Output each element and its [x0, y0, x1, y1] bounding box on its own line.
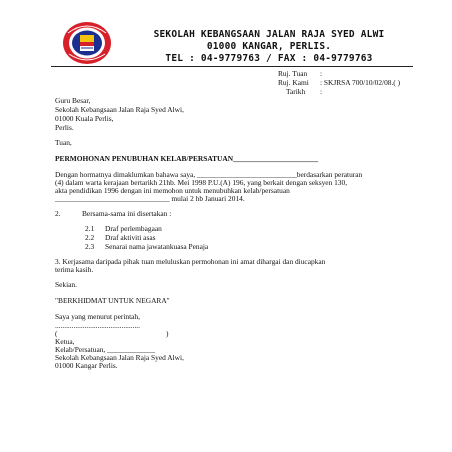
recipient-line-4: Perlis.: [55, 123, 74, 132]
school-address: 01000 KANGAR, PERLIS.: [206, 41, 332, 52]
para1-line-2: (4) dalam warta kerajaan bertarikh 21hb. Mei 1998 P.U.(A) 196, yang berkait dengan seksyen 130,: [55, 178, 348, 187]
para1-line-3: akta pendidikan 1996 dengan ini memohon untuk menubuhkan kelab/persatuan: [55, 186, 290, 195]
para2-number: 2.: [55, 209, 61, 218]
ruj-kami-value: : SKJRSA 700/10/02/08.( ): [320, 78, 401, 87]
signoff-line-4: Sekolah Kebangsaan Jalan Raja Syed Alwi,: [55, 353, 184, 362]
para1-line-1: Dengan hormatnya dimaklumkan bahawa saya, ___________________________berdasarkan peraturan: [55, 170, 363, 179]
tarikh-value: :: [320, 87, 323, 96]
name-paren-close: ): [166, 329, 169, 338]
list-item-label: Senarai nama jawatankuasa Penaja: [105, 242, 209, 251]
list-item-label: Draf aktiviti asas: [105, 233, 156, 242]
signoff-line-5: 01000 Kangar Perlis.: [55, 361, 118, 370]
signature-dots: ..............................................: [55, 321, 140, 330]
motto: "BERKHIDMAT UNTUK NEGARA": [55, 296, 170, 305]
signoff-line-3: Kelab/Persatuan, _____________: [55, 345, 156, 354]
closing: Sekian.: [55, 280, 77, 289]
ruj-tuan-value: :: [320, 69, 323, 78]
salutation: Tuan,: [55, 138, 72, 147]
ruj-tuan-label: Ruj. Tuan: [278, 69, 308, 78]
recipient-line-3: 01000 Kuala Perlis,: [55, 114, 114, 123]
ruj-kami-label: Ruj. Kami: [278, 78, 309, 87]
header-divider: [51, 66, 413, 67]
list-item-number: 2.2: [85, 233, 95, 242]
school-logo: [62, 21, 112, 65]
para2-text: Bersama-sama ini disertakan :: [82, 209, 172, 218]
signoff-line-1: Saya yang menurut perintah,: [55, 312, 140, 321]
list-item-label: Draf perlembagaan: [105, 224, 162, 233]
signoff-line-2: Ketua,: [55, 337, 75, 346]
recipient-line-2: Sekolah Kebangsaan Jalan Raja Syed Alwi,: [55, 105, 184, 114]
list-item-number: 2.3: [85, 242, 95, 251]
name-paren-open: (: [55, 329, 58, 338]
para1-line-4: _______________________________ mulai 2 hb Januari 2014.: [55, 194, 245, 203]
para3-line-1: 3. Kerjasama daripada pihak tuan meluluskan permohonan ini amat dihargai dan diucapkan: [55, 257, 326, 266]
school-name: SEKOLAH KEBANGSAAN JALAN RAJA SYED ALWI: [153, 29, 385, 40]
subject-line: PERMOHONAN PENUBUHAN KELAB/PERSATUAN_______________________: [55, 154, 319, 163]
recipient-line-1: Guru Besar,: [55, 96, 91, 105]
list-item-number: 2.1: [85, 224, 95, 233]
tarikh-label: Tarikh: [286, 87, 306, 96]
para3-line-2: terima kasih.: [55, 265, 94, 274]
school-contact: TEL : 04-9779763 / FAX : 04-9779763: [165, 53, 373, 64]
